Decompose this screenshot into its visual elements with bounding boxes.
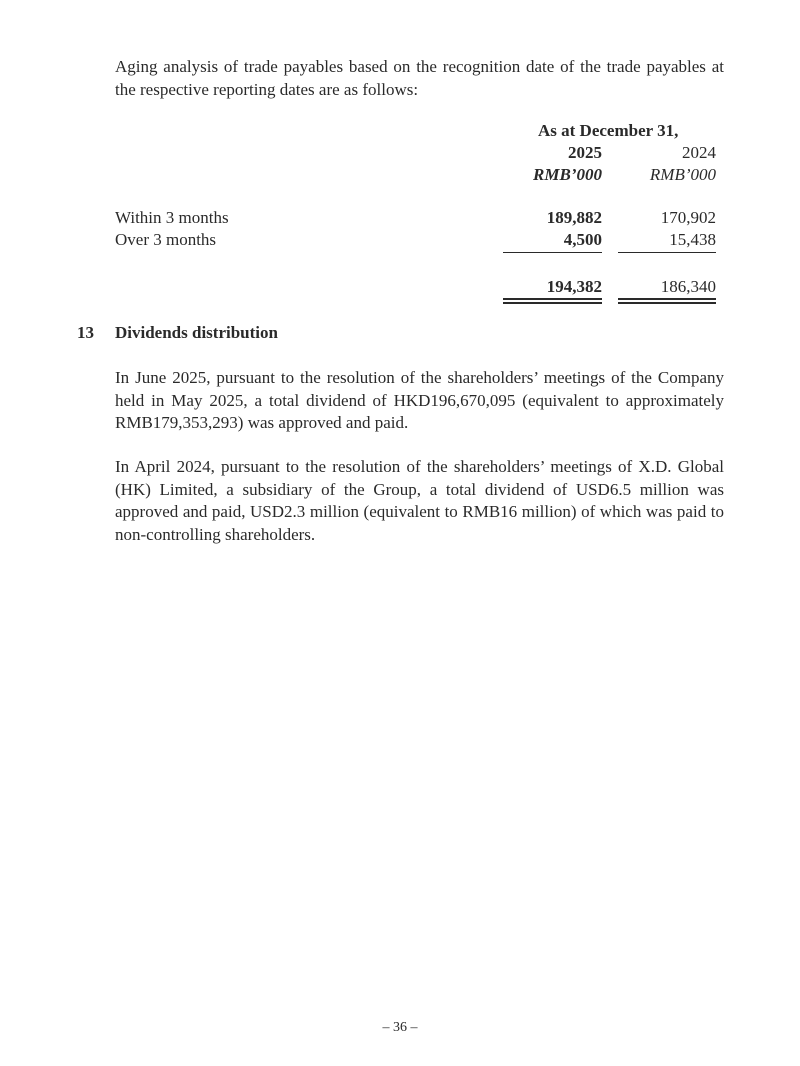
cell-within-3-months-2024: 170,902 bbox=[660, 208, 716, 227]
cell-over-3-months-2024: 15,438 bbox=[669, 230, 716, 249]
intro-paragraph: Aging analysis of trade payables based on the recognition date of the trade payables at the respective reporting dates are as follows: bbox=[115, 57, 724, 99]
dividend-paragraph-2025: In June 2025, pursuant to the resolution of the shareholders’ meetings of the Company held in May 2025, a total dividend of HKD196,670,095 (equivalent to approximately RMB179,353,293) was approved and paid. bbox=[115, 368, 724, 432]
section-heading bbox=[77, 322, 278, 345]
total-double-rule-upper-2025 bbox=[503, 298, 602, 300]
column-unit-2024: RMB’000 bbox=[649, 165, 716, 184]
section-title: Dividends distribution bbox=[115, 323, 278, 342]
subtotal-rule-2025 bbox=[503, 252, 602, 253]
row-label-within-3-months: Within 3 months bbox=[115, 208, 229, 227]
column-year-2024: 2024 bbox=[682, 143, 716, 162]
total-double-rule-lower-2025 bbox=[503, 302, 602, 304]
column-year-2025: 2025 bbox=[568, 143, 602, 162]
dividend-paragraph-2024: In April 2024, pursuant to the resolution of the shareholders’ meetings of X.D. Global (HK) Limited, a subsidiary of the Group, a total dividend of USD6.5 million was approved and paid, USD2.3 million (equivalent to RMB16 million) of which was paid to non-controlling shareholders. bbox=[115, 457, 724, 544]
total-double-rule-upper-2024 bbox=[618, 298, 716, 300]
page-number: – 36 – bbox=[382, 1020, 418, 1035]
total-2025: 194,382 bbox=[546, 277, 602, 296]
row-label-over-3-months: Over 3 months bbox=[115, 230, 217, 249]
period-header: As at December 31, bbox=[538, 121, 679, 140]
cell-over-3-months-2025: 4,500 bbox=[563, 230, 602, 249]
subtotal-rule-2024 bbox=[618, 252, 716, 253]
cell-within-3-months-2025: 189,882 bbox=[546, 208, 602, 227]
column-unit-2025: RMB’000 bbox=[533, 165, 602, 184]
total-double-rule-lower-2024 bbox=[618, 302, 716, 304]
total-2024: 186,340 bbox=[660, 277, 716, 296]
section-number: 13 bbox=[77, 323, 94, 342]
